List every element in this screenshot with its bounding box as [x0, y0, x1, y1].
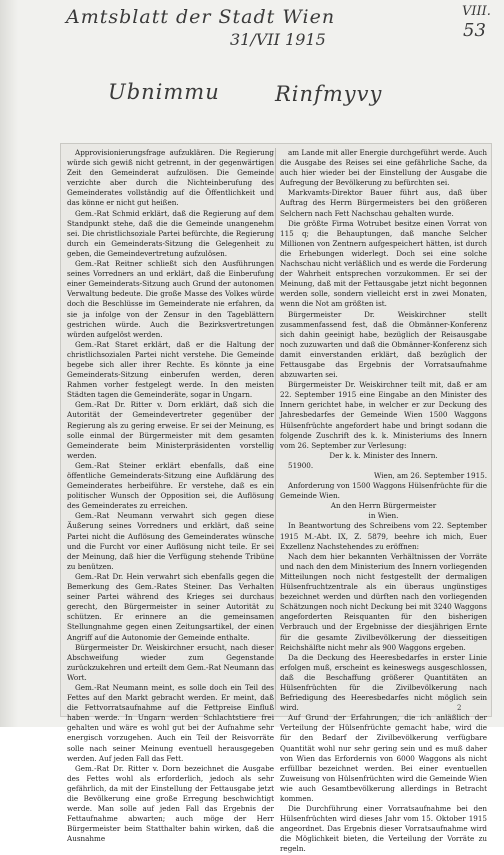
handwritten-subject-2: Rinfmyvy	[275, 82, 383, 106]
paragraph: Gem.-Rat Reitner schließt sich den Ausführungen seines Vorredners an und erklärt, daß die Einberufung einer Gemeinderats-Sitzung auch Grund der autonomen Verwaltung bedeute. Die große Masse des Volkes würde doch die Beschlüsse im Gemeinderate nie erfahren, da sie ja infolge von der Zensur in den Tageblättern gestrichen würde. Auch die Bezirksvertretungen würden aufgelöst werden.	[67, 259, 274, 339]
paragraph: Approvisionierungsfrage aufzuklären. Die Regierung würde sich gewiß nicht getrennt, in der gegenwärtigen Zeit den Gemeinderat aufzulösen. Die Gemeinde verzichte aber durch die Nichteinberufung des Gemeinderates vollständig auf die Öffentlichkeit und das könne er nicht gut heißen.	[67, 148, 274, 208]
letter-date: Wien, am 26. September 1915.	[374, 471, 487, 480]
paragraph: Gem.-Rat Neumann verwahrt sich gegen diese Äußerung seines Vorredners und erklärt, daß seine Partei nicht die Auflösung des Gemeinderates wünsche und die Furcht vor einer Auflösung nicht teile. Er sei der Meinung, daß hier die Verfügung stehende Tribüne zu benützen.	[67, 511, 274, 571]
handwritten-volume-mark: VIII.	[462, 4, 491, 19]
paragraph: Gem.-Rat Steiner erklärt ebenfalls, daß eine öffentliche Gemeinderats-Sitzung eine Aufklärung des Gemeinderates herbeiführe. Er verstehe, daß es ein politischer Wunsch der Opposition sei, die Auflösung des Gemeinderates zu erreichen.	[67, 460, 274, 511]
handwritten-date: 31/VII 1915	[230, 30, 326, 49]
paragraph: Bürgermeister Dr. Weiskirchner ersucht, nach dieser Abschweifung wieder zum Gegenstande zurückzukehren und erteilt dem Gem.-Rat Neumann das Wort.	[67, 642, 274, 682]
column-divider	[275, 148, 276, 710]
letter-addressee: An den Herrn Bürgermeister	[330, 501, 437, 511]
handwritten-page-number: 53	[463, 20, 486, 41]
paragraph: Bürgermeister Dr. Weiskirchner teilt mit, daß er am 22. September 1915 eine Eingabe an den Minister des Innern gerichtet habe, in welcher er zur Deckung des Jahresbedarfes der Gemeinde Wien 1500 Waggons Hülsenfrüchte angefordert habe und bringt sodann die folgende Zuschrift des k. k. Ministeriums des Innern vom 26. September zur Verlesung:	[280, 380, 487, 450]
letter-subject: Anforderung von 1500 Waggons Hülsenfrüchte für die Gemeinde Wien.	[280, 481, 487, 501]
letter-reference-number: 51900.	[288, 460, 314, 470]
right-column	[280, 148, 487, 854]
letter-address: in Wien.	[368, 511, 399, 521]
left-column	[67, 148, 274, 844]
paragraph: Nach dem hier bekannten Verhältnissen der Vorräte und nach den dem Ministerium des Innern vorliegenden Mitteilungen noch nicht festgestellt der dermaligen Hülsenfruchtzentrale als ein überaus ungünstiges bezeichnet werden und dürften nach den vorliegenden Schätzungen noch nicht Deckung bei mit 3240 Waggons angeforderten Reisquanten für den bisherigen Verbrauch und der Ergebnisse der diesjährigen Ernte für die gesamte Zivilbevölkerung der diesseitigen Reichshälfte nicht mehr als 900 Waggons ergeben.	[280, 551, 487, 652]
paragraph: Markvamts-Direktor Bauer führt aus, daß über Auftrag des Herrn Bürgermeisters bei den größeren Selchern nach Fett Nachschau gehalten wurde.	[280, 188, 487, 218]
paragraph: Gem.-Rat Dr. Hein verwahrt sich ebenfalls gegen die Bemerkung des Gem.-Rates Steiner. Das Verhalten seiner Partei während des Krieges sei durchaus gerecht, den Bürgermeister in seiner Autorität zu schützen. Er erinnere an die gemeinsamen Stellungnahme gegen einen Zeitungsartikel, der einen Angriff auf die Autonomie der Gemeinde enthalte.	[67, 571, 274, 642]
paragraph: Da die Deckung des Heeresbedarfes in erster Linie erfolgen muß, erscheint es keineswegs ausgeschlossen, daß die Beschaffung größerer Quantitäten an Hülsenfrüchten für die Zivilbevölkerung nach Befriedigung des Heeresbedarfes nicht möglich sein wird.	[280, 652, 487, 713]
paragraph: Gem.-Rat Dr. Ritter v. Dorn erklärt, daß sich die Autorität der Gemeindevertreter gegenüber der Regierung als zu gering erweise. Er sei der Meinung, es solle einmal der Bürgermeister mit dem gesamten Gemeinderate beim Ministerpräsidenten vorstellig werden.	[67, 400, 274, 460]
paragraph: Bürgermeister Dr. Weiskirchner stellt zusammenfassend fest, daß die Obmänner-Konferenz sich dahin geeinigt habe, bezüglich der Reisausgabe noch zuzuwarten und daß die Obmänner-Konferenz sich damit einverstanden erklärt, daß bezüglich der Fettausgabe das Ergebnis der Vorratsaufnahme abzuwarten sei.	[280, 309, 487, 380]
paragraph: Die größte Firma Wotrubet besitze einen Vorrat von 115 q; die Behauptungen, daß manche Selcher Millionen von Zentnern aufgespeichert hätten, ist durch die Erhebungen widerlegt. Doch sei eine solche Nachschau nicht verläßlich und es werde die Forderung der Wahrheit entsprechen vorzukommen. Er sei der Meinung, daß mit der Fettausgabe jetzt nicht begonnen werden solle, sondern vielleicht erst in zwei Monaten, wenn die Not am größten ist.	[280, 218, 487, 309]
scan-edge-shadow	[0, 0, 18, 727]
paragraph: am Lande mit aller Energie durchgeführt werde. Auch die Ausgabe des Reises sei eine gefährliche Sache, da auch hier wieder bei der Einstellung der Ausgabe die Aufregung der Bevölkerung zu befürchten sei.	[280, 148, 487, 188]
handwritten-subject-1: Ubnimmu	[108, 80, 220, 104]
paragraph: Gem.-Rat Neumann meint, es solle doch ein Teil des Fettes auf den Markt gebracht werden. Er meint, daß die Fettvorratsaufnahme auf die Fettpreise Einfluß haben werde. In Ungarn werden Schlachtstiere frei gehalten und wäre es wohl gut bei der Aufnahme sehr energisch vorzugehen. Auch ein Teil der Reisvorräte solle nach seiner Meinung eventuell herausgegeben werden. Auf jeden Fall das Fett.	[67, 682, 274, 763]
clipping-page-number: 2	[457, 704, 462, 712]
paragraph: Auf Grund der Erfahrungen, die ich anläßlich der Verteilung der Hülsenfrüchte gemacht habe, wird die für den Bedarf der Zivilbevölkerung verfügbare Quantität wohl nur sehr gering sein und es muß daher von Wien das Erfordernis von 6000 Waggons als nicht erfüllbar bezeichnet werden. Bei einer eventuellen Zuweisung von Hülsenfrüchten wird die Gemeinde Wien wie auch Gesamtbevölkerung allerdings in Betracht kommen.	[280, 713, 487, 803]
paragraph: Die Durchführung einer Vorratsaufnahme bei den Hülsenfrüchten wird dieses Jahr vom 15. Oktober 1915 angeordnet. Das Ergebnis dieser Vorratsaufnahme wird die Möglichkeit bieten, die Verteilung der Vorräte zu regeln.	[280, 804, 487, 854]
paragraph: In Beantwortung des Schreibens vom 22. September 1915 M.-Abt. IX, Z. 5879, beehre ich mich, Euer Exzellenz Nachstehendes zu eröffnen:	[280, 521, 487, 551]
letter-heading: Der k. k. Minister des Innern.	[329, 450, 438, 460]
paragraph: Gem.-Rat Dr. Ritter v. Dorn bezeichnet die Ausgabe des Fettes wohl als erforderlich, jedoch als sehr gefährlich, da mit der Einstellung der Fettausgabe jetzt die Bevölkerung eine große Erregung beschwichtigt werde. Man solle auf jeden Fall das Ergebnis der Fettaufnahme abwarten; auch möge der Herr Bürgermeister beim Statthalter bahin wirken, daß die Ausnahme	[67, 763, 274, 844]
paragraph: Gem.-Rat Schmid erklärt, daß die Regierung auf dem Standpunkt stehe, daß die die Gemeinde unangenehm sei. Die christlichsoziale Partei befürchte, die Regierung durch ein Gemeinderats-Sitzung die Gelegenheit zu geben, die Gemeindevertretung aufzulösen.	[67, 208, 274, 258]
paragraph: Gem.-Rat Staret erklärt, daß er die Haltung der christlichsozialen Partei nicht verstehe. Die Gemeinde begebe sich aller ihrer Rechte. Es könnte ja eine Gemeinderats-Sitzung einberufen werden, deren Rahmen vorher festgelegt werde. In den meisten Städten tagen die Gemeinderäte, sogar in Ungarn.	[67, 339, 274, 400]
handwritten-source-title: Amtsblatt der Stadt Wien	[66, 6, 336, 28]
newspaper-clipping	[60, 143, 492, 854]
